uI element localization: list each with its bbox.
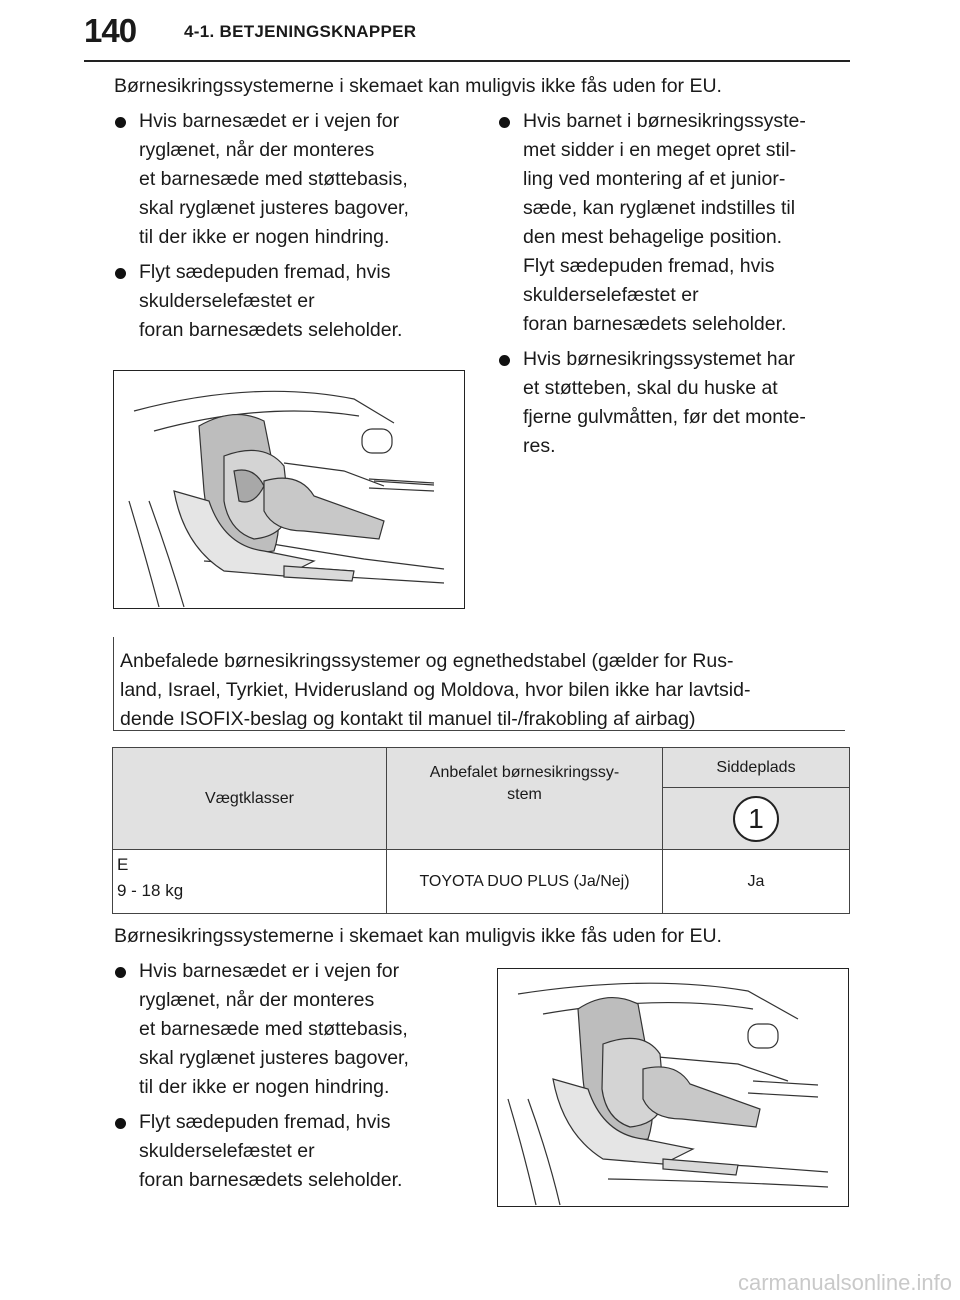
col-header-system: Anbefalet børnesikringssy- stem — [387, 748, 663, 850]
bullet-item: Flyt sædepuden fremad, hvis skulderselefæstet er foran barnesædets seleholder. — [113, 258, 473, 345]
header-rule — [84, 60, 850, 62]
bullet-item: Hvis barnesædet er i vejen for ryglænet, når der monteres et barnesæde med støttebasis, skal ryglænet justeres bagover, til der ikke er nogen hindring. — [113, 107, 473, 252]
bullet-list-bottom — [113, 957, 483, 1201]
bullet-item: Hvis børnesikringssystemet har et støtteben, skal du huske at fjerne gulvmåtten, før det monte- res. — [497, 345, 857, 461]
system-cell: TOYOTA DUO PLUS (Ja/Nej) — [387, 850, 663, 914]
col-header-weight: Vægtklasser — [113, 748, 387, 850]
child-seat-illustration-top — [113, 370, 465, 609]
section-title: 4-1. BETJENINGSKNAPPER — [184, 22, 417, 41]
page-number: 140 — [84, 12, 137, 49]
table-row — [113, 850, 850, 914]
bullet-list-top-right — [497, 107, 857, 467]
availability-note-bottom: Børnesikringssystemerne i skemaet kan muligvis ikke fås uden for EU. — [114, 925, 722, 947]
watermark-text: carmanualsonline.info — [737, 1270, 952, 1295]
bullet-item: Flyt sædepuden fremad, hvis skulderselefæstet er foran barnesædets seleholder. — [113, 1108, 483, 1195]
seat-number-circle-icon: 1 — [733, 796, 779, 842]
compatibility-table — [112, 747, 850, 914]
child-seat-in-car-illustration — [114, 371, 464, 608]
bullet-item: Hvis barnet i børnesikringssyste- met sidder i en meget opret stil- ling ved montering af et junior- sæde, kan ryglænet indstilles til den mest behagelige position. Flyt sædepuden fremad, hvis skulderselefæstet er foran barnesædets seleholder. — [497, 107, 857, 339]
weight-class-cell: E 9 - 18 kg — [113, 850, 387, 914]
bullet-item: Hvis barnesædet er i vejen for ryglænet, når der monteres et barnesæde med støttebasis, skal ryglænet justeres bagover, til der ikke er nogen hindring. — [113, 957, 483, 1102]
compatibility-heading: Anbefalede børnesikringssystemer og egnethedstabel (gælder for Rus- land, Israel, Tyrkiet, Hviderusland og Moldova, hvor bilen ikke har lavtsid- dende ISOFIX-beslag og kontakt til manuel til-/frakobling af airbag) — [113, 637, 845, 731]
child-seat-illustration-bottom — [497, 968, 849, 1207]
seat-position-cell — [663, 788, 850, 850]
bullet-list-top-left — [113, 107, 473, 351]
seat1-cell: Ja — [663, 850, 850, 914]
col-header-seat: Siddeplads — [663, 748, 850, 788]
child-seat-in-car-illustration — [498, 969, 848, 1206]
availability-note-top: Børnesikringssystemerne i skemaet kan muligvis ikke fås uden for EU. — [114, 75, 722, 97]
